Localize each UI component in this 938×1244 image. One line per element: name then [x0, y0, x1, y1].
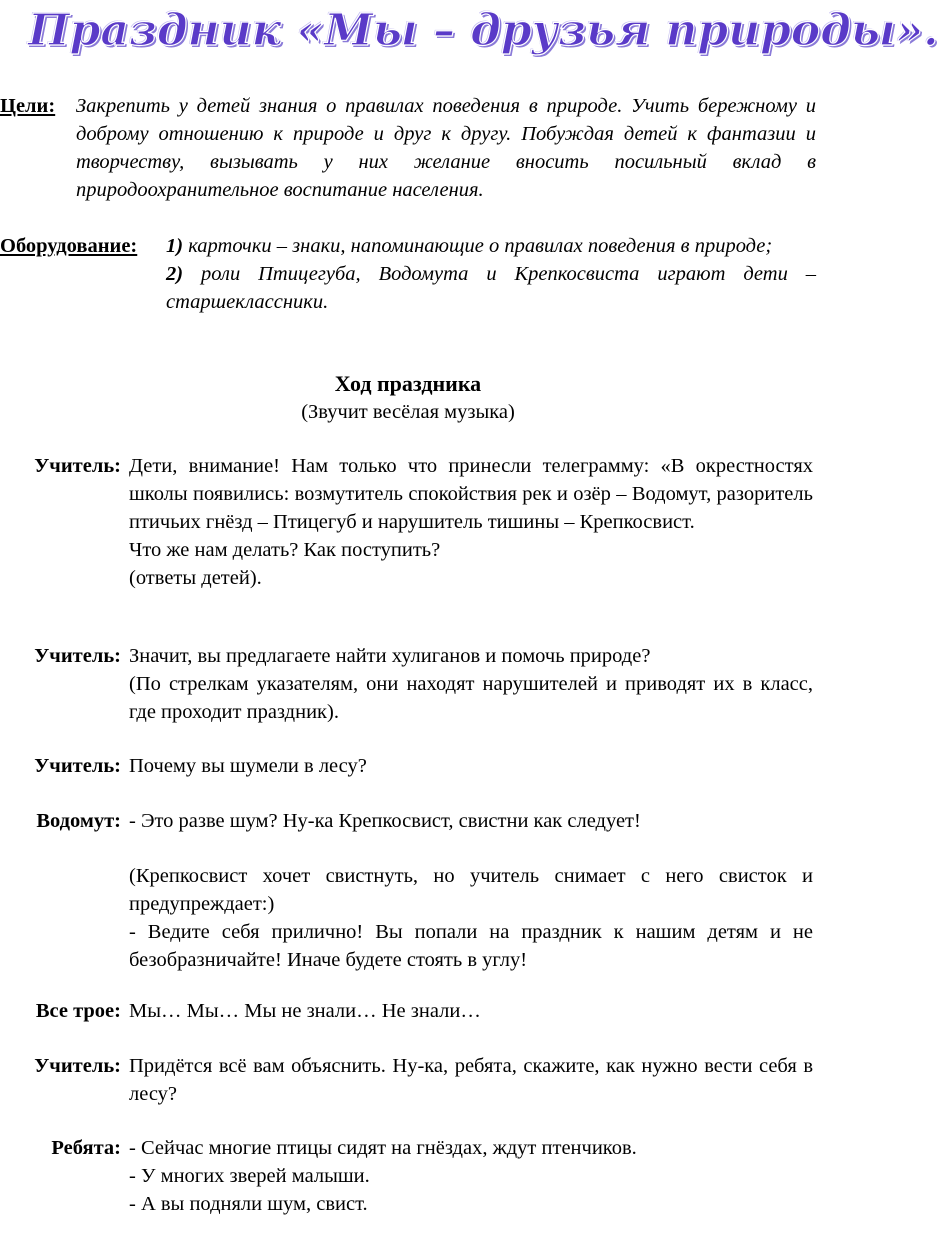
speech-paragraph: - У многих зверей малыши. — [129, 1165, 370, 1187]
section-heading: Ход праздника — [334, 371, 482, 396]
speech-text — [129, 807, 813, 835]
speech-text — [129, 452, 813, 592]
speech-text — [129, 862, 813, 974]
speech-paragraph: - Ведите себя прилично! Вы попали на праздник к нашим детям и не безобразничайте! Иначе будете стоять в углу! — [129, 921, 813, 971]
speech-paragraph: Дети, внимание! Нам только что принесли телеграмму: «В окрестностях школы появились: возмутитель спокойствия рек и озёр – Водомут, разоритель птичьих гнёзд – Птицегуб и нарушитель тишины – Крепкосвист. — [129, 455, 813, 533]
equipment-label: Оборудование: — [0, 235, 138, 257]
speech-paragraph: (Крепкосвист хочет свистнуть, но учитель снимает с него свисток и предупреждает:) — [129, 865, 813, 915]
speech-text — [129, 997, 813, 1025]
speaker-name: Учитель: — [34, 755, 121, 777]
document-title: Праздник «Мы – друзья природы». — [28, 5, 938, 56]
equipment-item-number: 2) — [166, 263, 184, 285]
speaker-name: Ребята: — [51, 1137, 121, 1159]
speech-text — [129, 1052, 813, 1108]
speech-paragraph: Придётся всё вам объяснить. Ну-ка, ребята, скажите, как нужно вести себя в лесу? — [129, 1055, 813, 1105]
goals-text: Закрепить у детей знания о правилах поведения в природе. Учить бережному и доброму отношению к природе и друг к другу. Побуждая детей к фантазии и творчеству, вызывать у них желание вносить посильный вклад в природоохранительное воспитание населения. — [76, 95, 816, 201]
speech-paragraph: Что же нам делать? Как поступить? — [129, 539, 441, 561]
section-subheading: (Звучит весёлая музыка) — [301, 401, 515, 423]
speech-text — [129, 1134, 813, 1218]
speech-paragraph: Мы… Мы… Мы не знали… Не знали… — [129, 1000, 481, 1022]
speaker-name: Учитель: — [34, 455, 121, 477]
speaker-name: Учитель: — [34, 1055, 121, 1077]
equipment-item-text: роли Птицегуба, Водомута и Крепкосвиста играют дети – старшеклассники. — [166, 263, 817, 313]
speech-paragraph: (По стрелкам указателям, они находят нарушителей и приводят их в класс, где проходит праздник). — [129, 673, 813, 723]
equipment-item-text: карточки – знаки, напоминающие о правилах поведения в природе; — [188, 235, 773, 257]
speech-paragraph: Значит, вы предлагаете найти хулиганов и помочь природе? — [129, 645, 651, 667]
equipment-item-number: 1) — [166, 235, 184, 257]
speech-text — [129, 752, 813, 780]
equipment-list — [166, 232, 816, 316]
goals-label: Цели: — [0, 95, 56, 117]
equipment-item — [166, 232, 816, 260]
speech-paragraph: Почему вы шумели в лесу? — [129, 755, 367, 777]
speaker-name: Учитель: — [34, 645, 121, 667]
speech-paragraph: (ответы детей). — [129, 567, 262, 589]
speech-paragraph: - Сейчас многие птицы сидят на гнёздах, ждут птенчиков. — [129, 1137, 637, 1159]
speaker-name: Все трое: — [35, 1000, 121, 1022]
speech-paragraph: - Это разве шум? Ну-ка Крепкосвист, свистни как следует! — [129, 810, 641, 832]
speaker-name: Водомут: — [36, 810, 121, 832]
speech-paragraph: - А вы подняли шум, свист. — [129, 1193, 368, 1215]
equipment-item — [166, 260, 816, 316]
speech-text — [129, 642, 813, 726]
